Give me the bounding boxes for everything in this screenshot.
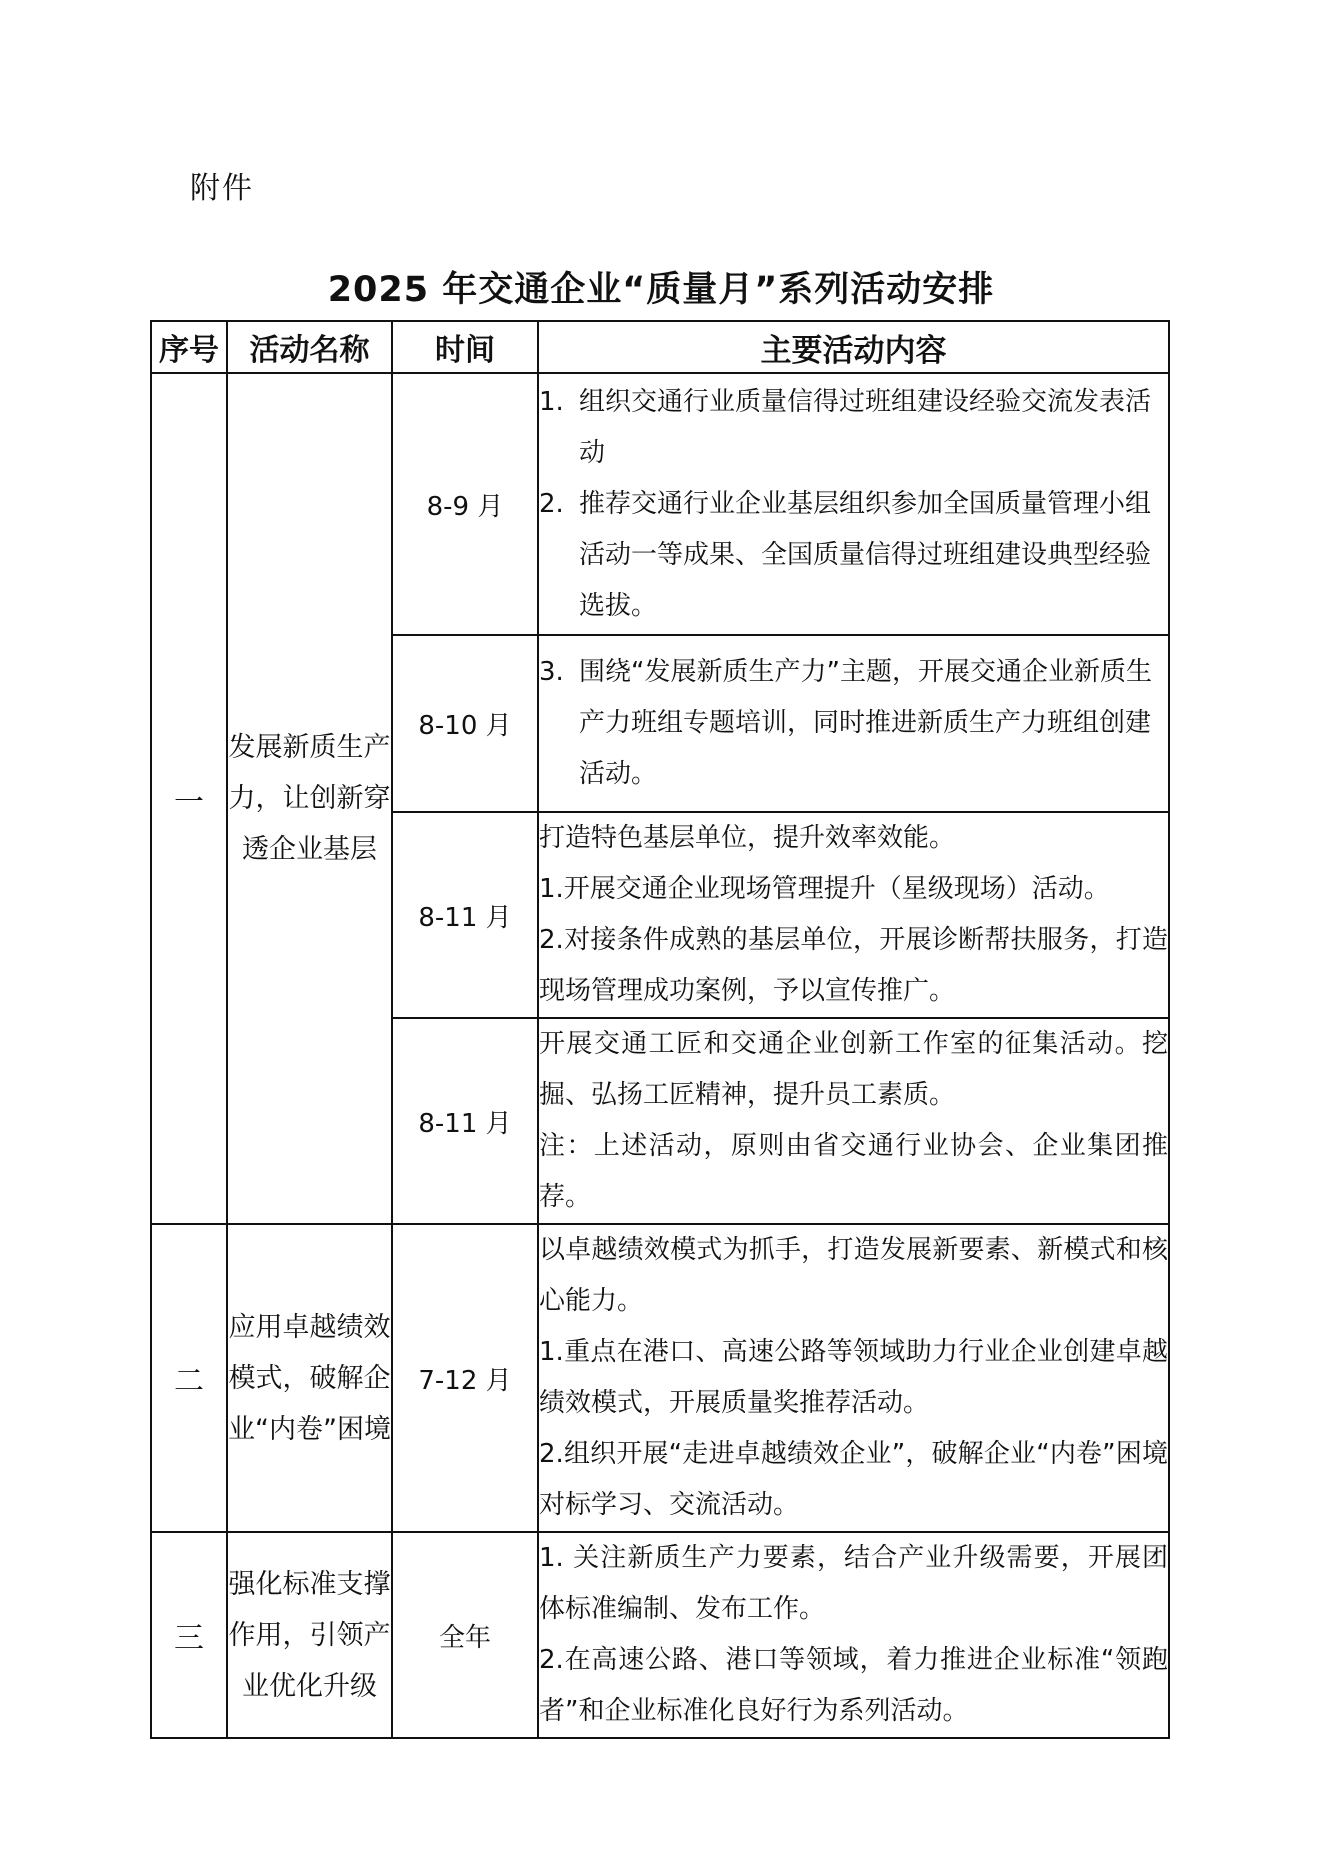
table-row xyxy=(151,373,1169,635)
content-line: 1. 关注新质生产力要素，结合产业升级需要，开展团体标准编制、发布工作。 xyxy=(539,1543,1168,1624)
header-seq: 序号 xyxy=(151,321,227,373)
content-line: 2.组织开展“走进卓越绩效企业”，破解企业“内卷”困境对标学习、交流活动。 xyxy=(539,1439,1168,1520)
activity-schedule-table xyxy=(150,320,1170,1739)
content-note: 注：上述活动，原则由省交通行业协会、企业集团推荐。 xyxy=(539,1131,1168,1212)
header-activity-name: 活动名称 xyxy=(227,321,392,373)
group-1-seq: 一 xyxy=(151,373,227,1224)
row-4-content xyxy=(538,1018,1169,1224)
content-line: 以卓越绩效模式为抓手，打造发展新要素、新模式和核心能力。 xyxy=(539,1235,1168,1316)
list-item: 3. 围绕“发展新质生产力”主题，开展交通企业新质生产力班组专题培训，同时推进新质生产力班组创建活动。 xyxy=(539,657,1152,789)
row-2-time: 8-10 月 xyxy=(392,635,538,812)
header-time: 时间 xyxy=(392,321,538,373)
group-2-seq: 二 xyxy=(151,1224,227,1532)
row-5-time: 7-12 月 xyxy=(392,1224,538,1532)
row-6-content xyxy=(538,1532,1169,1738)
row-2-content xyxy=(538,635,1169,812)
row-3-content xyxy=(538,812,1169,1018)
group-1-activity-name: 发展新质生产力，让创新穿透企业基层 xyxy=(227,373,392,1224)
row-4-time: 8-11 月 xyxy=(392,1018,538,1224)
content-line: 1.重点在港口、高速公路等领域助力行业企业创建卓越绩效模式，开展质量奖推荐活动。 xyxy=(539,1337,1168,1418)
row-1-time: 8-9 月 xyxy=(392,373,538,635)
table-row xyxy=(151,1532,1169,1738)
row-5-content xyxy=(538,1224,1169,1532)
content-line: 打造特色基层单位，提升效率效能。 xyxy=(539,823,956,853)
row-3-time: 8-11 月 xyxy=(392,812,538,1018)
attachment-label: 附件 xyxy=(190,171,254,206)
group-3-seq: 三 xyxy=(151,1532,227,1738)
document-title: 2025 年交通企业“质量月”系列活动安排 xyxy=(327,270,995,310)
content-line: 2.在高速公路、港口等领域，着力推进企业标准“领跑者”和企业标准化良好行为系列活动。 xyxy=(539,1645,1168,1726)
list-item: 1. 组织交通行业质量信得过班组建设经验交流发表活动 xyxy=(539,386,1152,468)
row-1-content xyxy=(538,373,1169,635)
group-2-activity-name: 应用卓越绩效模式，破解企业“内卷”困境 xyxy=(227,1224,392,1532)
table-row xyxy=(151,1224,1169,1532)
table-header-row xyxy=(151,321,1169,373)
group-3-activity-name: 强化标准支撑作用，引领产业优化升级 xyxy=(227,1532,392,1738)
row-6-time: 全年 xyxy=(392,1532,538,1738)
list-item: 2. 推荐交通行业企业基层组织参加全国质量管理小组活动一等成果、全国质量信得过班组建设典型经验选拔。 xyxy=(539,488,1152,621)
content-line: 1.开展交通企业现场管理提升（星级现场）活动。 xyxy=(539,874,1110,904)
content-line: 2.对接条件成熟的基层单位，开展诊断帮扶服务，打造现场管理成功案例，予以宣传推广。 xyxy=(539,925,1168,1006)
header-main-content: 主要活动内容 xyxy=(538,321,1169,373)
content-line: 开展交通工匠和交通企业创新工作室的征集活动。挖掘、弘扬工匠精神，提升员工素质。 xyxy=(539,1029,1168,1110)
